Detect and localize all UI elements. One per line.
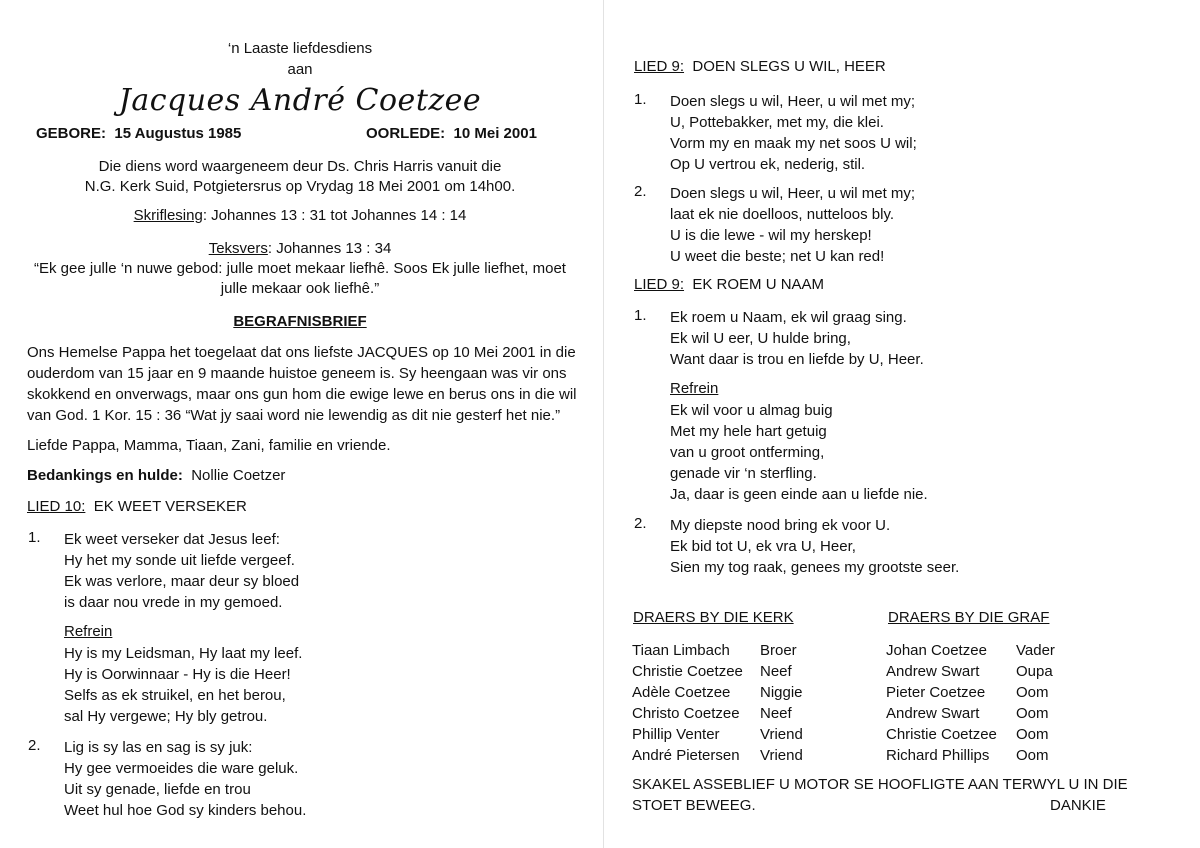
bearer-name: Christie Coetzee (886, 726, 997, 743)
lyric-line: Ek was verlore, maar deur sy bloed (64, 573, 300, 590)
hymn-9b-verse-1 (670, 307, 924, 370)
bearer-name: Pieter Coetzee (886, 684, 986, 701)
bearer-name: André Pietersen (632, 747, 740, 764)
hymn-9-title: DOEN SLEGS U WIL, HEER (692, 58, 886, 75)
lyric-line: Lig is sy las en sag is sy juk: (64, 739, 253, 756)
lyric-line: Vorm my en maak my net soos U wil; (670, 135, 917, 152)
bearer-name: Christie Coetzee (632, 663, 743, 680)
lyric-line: Hy is Oorwinnaar - Hy is die Heer! (64, 666, 291, 683)
intro-line-2: aan (287, 61, 313, 78)
lyric-line: Ek weet verseker dat Jesus leef: (64, 531, 280, 548)
bearer-name: Richard Phillips (886, 747, 990, 764)
verse-number: 1. (28, 529, 41, 546)
scripture-text: : Johannes 13 : 31 tot Johannes 14 : 14 (202, 207, 467, 224)
lyric-line: Met my hele hart getuig (670, 423, 827, 440)
bearer-relation: Oom (1016, 726, 1049, 743)
letter-line: ouderdom van 15 jaar en 9 maande huistoe geneem is. Sy heengaan was vir ons (27, 365, 567, 382)
thanks-word: DANKIE (1050, 797, 1106, 814)
letter-line: skokkend en onverwags, maar ons gun hom die ewige lewe en berus ons in die wil (27, 386, 577, 403)
hymn-10-title: EK WEET VERSEKER (93, 498, 247, 515)
lyric-line: Uit sy genade, liefde en trou (64, 781, 251, 798)
bearer-row (632, 724, 862, 745)
bearer-relation: Oom (1016, 705, 1049, 722)
letter-line: van God. 1 Kor. 15 : 36 “Wat jy saai word nie lewendig as dit nie gesterf het nie.” (27, 407, 561, 424)
bearer-row (886, 724, 1086, 745)
verse-number: 1. (634, 91, 647, 108)
lyric-line: My diepste nood bring ek voor U. (670, 517, 891, 534)
bearer-relation: Vriend (760, 747, 803, 764)
hymn-9b-label: LIED 9: (634, 276, 685, 293)
hymn-10-heading (27, 498, 247, 515)
service-line-2: N.G. Kerk Suid, Potgietersrus op Vrydag 18 Mei 2001 om 14h00. (84, 178, 516, 195)
service-line-1: Die diens word waargeneem deur Ds. Chris Harris vanuit die (98, 158, 502, 175)
lyric-line: Ek wil U eer, U hulde bring, (670, 330, 851, 347)
text-verse-ref: : Johannes 13 : 34 (267, 240, 392, 257)
hymn-9b-heading (634, 276, 824, 293)
bearer-relation: Vriend (760, 726, 803, 743)
lyric-line: laat ek nie doelloos, nutteloos bly. (670, 206, 895, 223)
bearer-relation: Niggie (760, 684, 803, 701)
lyric-line: Hy gee vermoeides die ware geluk. (64, 760, 299, 777)
bearer-row (886, 640, 1086, 661)
hymn-9b-refrain (670, 400, 928, 505)
lyric-line: Hy het my sonde uit liefde vergeef. (64, 552, 295, 569)
quote-line-1: “Ek gee julle ‘n nuwe gebod: julle moet mekaar liefhê. Soos Ek julle liefhet, moet (34, 260, 566, 277)
lyric-line: Doen slegs u wil, Heer, u wil met my; (670, 185, 916, 202)
scripture-reading (0, 207, 600, 224)
lyric-line: Ek bid tot U, ek vra U, Heer, (670, 538, 856, 555)
bearer-row (886, 682, 1086, 703)
bearer-row (886, 703, 1086, 724)
bearer-row (632, 703, 862, 724)
lyric-line: Ek roem u Naam, ek wil graag sing. (670, 309, 907, 326)
letter-line: Ons Hemelse Pappa het toegelaat dat ons liefste JACQUES op 10 Mei 2001 in die (27, 344, 576, 361)
died-info (366, 125, 537, 142)
lyric-line: Ja, daar is geen einde aan u liefde nie. (670, 486, 928, 503)
hymn-9-verse-2 (670, 183, 915, 267)
verse-number: 2. (634, 515, 647, 532)
hymn-9-heading (634, 58, 886, 75)
right-page (608, 0, 1200, 848)
bearer-row (632, 661, 862, 682)
hymn-9-verse-1 (670, 91, 917, 175)
hymn-9-label: LIED 9: (634, 58, 685, 75)
family-line: Liefde Pappa, Mamma, Tiaan, Zani, familie en vriende. (27, 437, 391, 454)
hymn-10-verse-2 (64, 737, 306, 821)
refrain-label: Refrein (64, 623, 113, 640)
verse-number: 2. (28, 737, 41, 754)
verse-number: 1. (634, 307, 647, 324)
lyric-line: genade vir ‘n sterfling. (670, 465, 817, 482)
verse-number: 2. (634, 183, 647, 200)
died-date: 10 Mei 2001 (453, 125, 537, 142)
bearer-relation: Oupa (1016, 663, 1053, 680)
lyric-line: van u groot ontferming, (670, 444, 825, 461)
scripture-label: Skriflesing (133, 207, 203, 224)
bearer-relation: Oom (1016, 747, 1049, 764)
lyric-line: Doen slegs u wil, Heer, u wil met my; (670, 93, 916, 110)
thanks-line (27, 467, 285, 484)
bearer-row (632, 745, 862, 766)
letter-body (27, 342, 576, 426)
bearer-name: Johan Coetzee (886, 642, 987, 659)
text-verse (0, 240, 600, 257)
bearer-name: Christo Coetzee (632, 705, 740, 722)
bearer-name: Adèle Coetzee (632, 684, 731, 701)
notice-line-2: STOET BEWEEG. (632, 797, 756, 814)
died-label: OORLEDE: (366, 125, 446, 142)
born-date: 15 Augustus 1985 (114, 125, 242, 142)
bearer-name: Phillip Venter (632, 726, 720, 743)
page-fold (603, 0, 604, 848)
bearer-relation: Neef (760, 663, 792, 680)
letter-heading: BEGRAFNISBRIEF (233, 313, 367, 330)
lyric-line: Selfs as ek struikel, en het berou, (64, 687, 286, 704)
hymn-10-refrain (64, 643, 302, 727)
born-label: GEBORE: (36, 125, 107, 142)
bearer-row (632, 682, 862, 703)
lyric-line: sal Hy vergewe; Hy bly getrou. (64, 708, 268, 725)
thanks-name: Nollie Coetzer (191, 467, 286, 484)
refrain-label: Refrein (670, 380, 719, 397)
bearer-relation: Vader (1016, 642, 1055, 659)
born-info (36, 125, 241, 142)
lyric-line: Want daar is trou en liefde by U, Heer. (670, 351, 924, 368)
intro-line-1: ‘n Laaste liefdesdiens (227, 40, 373, 57)
notice-line-1: SKAKEL ASSEBLIEF U MOTOR SE HOOFLIGTE AAN TERWYL U IN DIE (632, 776, 1128, 793)
church-bearers-list (632, 640, 862, 766)
bearer-row (632, 640, 862, 661)
lyric-line: Sien my tog raak, genees my grootste seer. (670, 559, 960, 576)
lyric-line: Hy is my Leidsman, Hy laat my leef. (64, 645, 303, 662)
bearer-relation: Neef (760, 705, 792, 722)
bearer-name: Tiaan Limbach (632, 642, 730, 659)
church-bearers-heading: DRAERS BY DIE KERK (633, 609, 794, 626)
bearer-row (886, 745, 1086, 766)
hymn-10-label: LIED 10: (27, 498, 86, 515)
grave-bearers-heading: DRAERS BY DIE GRAF (888, 609, 1050, 626)
thanks-label: Bedankings en hulde: (27, 467, 183, 484)
hymn-9b-verse-2 (670, 515, 959, 578)
lyric-line: Op U vertrou ek, nederig, stil. (670, 156, 866, 173)
hymn-9b-title: EK ROEM U NAAM (692, 276, 825, 293)
text-verse-label: Teksvers (208, 240, 268, 257)
bearer-row (886, 661, 1086, 682)
hymn-10-verse-1 (64, 529, 299, 613)
lyric-line: Weet hul hoe God sy kinders behou. (64, 802, 307, 819)
bearer-relation: Broer (760, 642, 797, 659)
bearer-name: Andrew Swart (886, 705, 980, 722)
bearer-relation: Oom (1016, 684, 1049, 701)
bearer-name: Andrew Swart (886, 663, 980, 680)
lyric-line: is daar nou vrede in my gemoed. (64, 594, 283, 611)
grave-bearers-list (886, 640, 1086, 766)
quote-line-2: julle mekaar ook liefhê.” (220, 280, 380, 297)
lyric-line: U weet die beste; net U kan red! (670, 248, 885, 265)
lyric-line: U is die lewe - wil my herskep! (670, 227, 872, 244)
lyric-line: Ek wil voor u almag buig (670, 402, 833, 419)
deceased-name: Jacques André Coetzee (118, 83, 482, 118)
lyric-line: U, Pottebakker, met my, die klei. (670, 114, 884, 131)
